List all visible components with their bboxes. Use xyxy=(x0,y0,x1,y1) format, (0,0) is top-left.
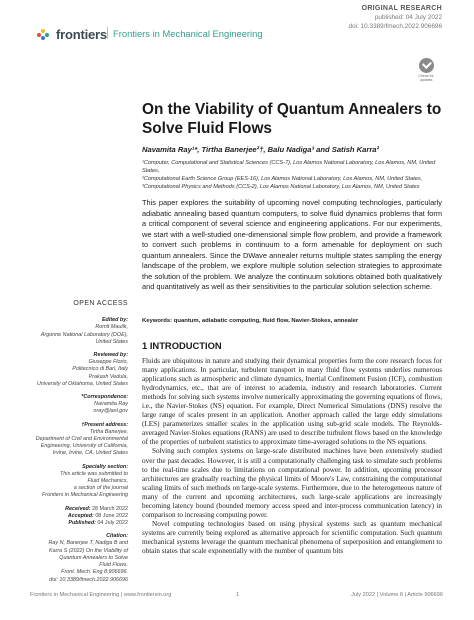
edited-by-block xyxy=(30,317,128,346)
address-line: Tirtha Banerjee, xyxy=(89,428,128,435)
correspondence-name: Navamita Ray xyxy=(94,401,128,408)
citation-block xyxy=(30,533,128,583)
citation-line: Front. Mech. Eng 8:906696. xyxy=(61,569,128,576)
received-date: 28 March 2022 xyxy=(92,505,128,512)
editor-line: United States xyxy=(95,338,128,345)
footer-issue-info: July 2022 | Volume 8 | Article 906696 xyxy=(351,592,443,598)
reviewer-line: Giuseppe Florio, xyxy=(88,359,128,366)
reviewer-line: Politecnico di Bari, Italy xyxy=(72,366,128,373)
editor-line: Argonne National Laboratory (DOE), xyxy=(40,331,128,338)
author-list: Navamita Ray¹*, Tirtha Banerjee²†, Balu Nadiga³ and Satish Karra² xyxy=(142,145,380,154)
published-date: published: 04 July 2022 xyxy=(374,14,442,21)
body-paragraph: Solving such complex systems on large-scale distributed machines have been extensively studied over the past decades. However, it is still a computationally challenging task to simulate such problems to the real-time scales due to limitations on computational power. In addition, upcoming processor architectures are gradually reaching the physical limits of Moore's Law, constraining the computational scaling limits of such methods on large-scale systems. Furthermore, due to the heterogeneous nature of many of the current and upcoming architectures, such large-scale applications are increasingly becoming latency bound (bounded memory access speed and inter-process communication latency) in comparison to increasing computing power. xyxy=(142,447,442,519)
correspondence-label: *Correspondence: xyxy=(81,394,128,401)
check-icon xyxy=(419,58,434,73)
correspondence-block xyxy=(30,394,128,416)
keywords xyxy=(142,318,442,324)
present-address-label: †Present address: xyxy=(81,421,128,428)
specialty-line: Frontiers in Mechanical Engineering xyxy=(42,492,128,499)
accepted-date: 08 June 2022 xyxy=(95,512,128,519)
check-for-updates-badge[interactable] xyxy=(416,58,436,84)
keywords-label: Keywords: xyxy=(142,318,173,324)
editor-line: Romit Maulik, xyxy=(95,324,128,331)
specialty-line: Fluid Mechanics, xyxy=(87,478,128,485)
specialty-label: Specialty section: xyxy=(82,463,128,470)
accepted-label: Accepted: xyxy=(67,512,94,519)
header-divider xyxy=(107,27,108,39)
logo-text: frontiers xyxy=(56,27,107,42)
article-type: ORIGINAL RESEARCH xyxy=(361,5,442,12)
page-header xyxy=(0,0,474,50)
affiliations xyxy=(142,159,442,191)
affiliation-3: ³Computational Physics and Methods (CCS-2), Los Alamos National Laboratory, Los Alamos, NM, United States xyxy=(142,184,420,190)
doi-link[interactable]: doi: 10.3389/fmech.2022.906696 xyxy=(348,23,442,30)
article-title: On the Viability of Quantum Annealers to Solve Fluid Flows xyxy=(142,101,442,137)
check-for-updates-label: Check for updates xyxy=(418,74,434,82)
edited-by-label: Edited by: xyxy=(101,317,128,324)
frontiers-logo[interactable] xyxy=(37,27,107,42)
received-label: Received: xyxy=(65,505,91,512)
page-number: 1 xyxy=(236,592,240,598)
introduction-body xyxy=(142,357,442,556)
citation-doi-link[interactable]: doi: 10.3389/fmech.2022.906696 xyxy=(49,576,128,583)
body-paragraph: Fluids are ubiquitous in nature and studying their dynamical properties form the core research focus for many applications. In particular, turbulent transport in many fluid flow systems underlies numerous applications such as atmospheric and climate dynamics, Inertial Confinement Fusion (ICF), combustion hydrodynamics, etc., that are of interest to academia, industry and research laboratories. Current methods for solving such systems involve numerically approximating the governing equations of flows, i.e., the Navier-Stokes (NS) equation. For example, Direct Numerical Simulations (DNS) resolve the large range of scales present in an application. Another approach called the large eddy simulations (LES) parameterizes smaller scales in the application using sub-grid scale models. The Reynolds-averaged Navier-Stokes equations (RANS) are used to describe turbulent flows based on the knowledge of the properties of turbulent statistics to approximate time-averaged solutions to the NS equations. xyxy=(142,357,442,447)
journal-name[interactable]: Frontiers in Mechanical Engineering xyxy=(113,28,263,39)
citation-line: Karra S (2022) On the Viability of xyxy=(48,547,128,554)
published-date-sidebar: 04 July 2022 xyxy=(97,520,128,527)
specialty-line: This article was submitted to xyxy=(59,470,128,477)
address-line: Department of Civil and Environmental xyxy=(35,436,128,443)
citation-line: Ray N, Banerjee T, Nadiga B and xyxy=(48,540,128,547)
affiliation-1: ¹Computer, Computational and Statistical Sciences (CCS-7), Los Alamos National Laboratory, Los Alamos, NM, United States, xyxy=(142,160,436,174)
abstract: This paper explores the suitability of upcoming novel computing technologies, particularly adiabatic annealing based quantum computers, to solve fluid dynamics problems that form a critical component of several science and engineering applications. For our experiments, we start with a well-studied one-dimensional simple flow problem, and provide a framework to convert such problems in continuum to a form amenable for deployment on such quantum annealers. Since the DWave annealer returns multiple states sampling the energy landscape of the problem, we explore multiple solution selection strategies to approximate the solution of the problem. We analyze the continuum solutions obtained both qualitatively and quantitatively as well as their sensitivities to the particular solution selection scheme. xyxy=(142,198,442,291)
address-line: Engineering, University of California, xyxy=(40,443,128,450)
specialty-line: a section of the journal xyxy=(73,485,128,492)
frontiers-logo-icon xyxy=(37,29,53,41)
reviewer-line: Prakash Vedula, xyxy=(88,373,128,380)
open-access-label: OPEN ACCESS xyxy=(73,300,128,307)
reviewer-line: University of Oklahoma, United States xyxy=(36,380,128,387)
body-paragraph: Novel computing technologies based on using physical systems such as quantum mechanical systems are currently being explored as alternative approach for scientific computation. Such quantum mechanical systems leverage the quantum mechanical phenomena of superposition and entanglement to obtain states that scale exponentially with the number of quantum bits xyxy=(142,519,442,555)
correspondence-email[interactable]: nray@lanl.gov xyxy=(93,408,128,415)
citation-line: Fluid Flows. xyxy=(99,562,128,569)
reviewed-by-block xyxy=(30,352,128,388)
reviewed-by-label: Reviewed by: xyxy=(93,352,128,359)
published-label: Published: xyxy=(68,520,96,527)
specialty-section-block xyxy=(30,464,128,500)
affiliation-2: ²Computational Earth Science Group (EES-16), Los Alamos National Laboratory, Los Alamos, NM, United States, xyxy=(142,176,423,182)
keywords-list: quantum, adiabatic computing, fluid flow, Navier-Stokes, annealer xyxy=(173,318,359,324)
address-line: Irvine, Irvine, CA, United States xyxy=(52,450,128,457)
article-meta xyxy=(349,4,442,31)
dates-block xyxy=(30,506,128,528)
present-address-block xyxy=(30,422,128,458)
article-info-sidebar xyxy=(30,300,128,590)
citation-label: Citation: xyxy=(106,533,128,540)
footer-journal-link[interactable]: Frontiers in Mechanical Engineering | www.frontiersin.org xyxy=(30,592,172,598)
citation-line: Quantum Annealers to Solve xyxy=(59,554,128,561)
section-heading-introduction: 1 INTRODUCTION xyxy=(142,340,222,351)
